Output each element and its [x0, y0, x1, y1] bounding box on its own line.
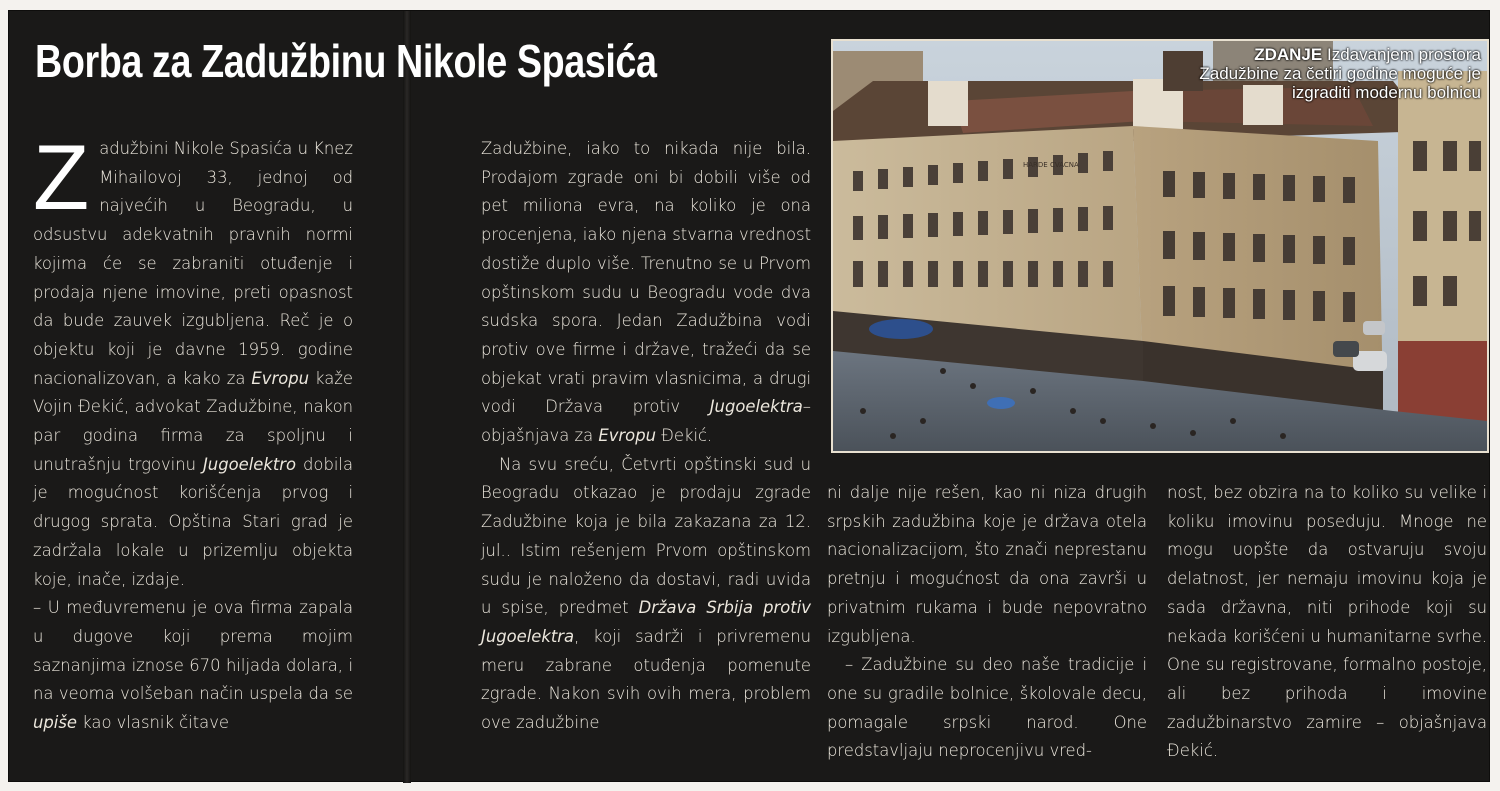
- italic-text: Jugoelektro: [202, 454, 297, 474]
- caption-text: Izdavanjem prostora Zadužbine za četiri godine moguće je izgraditi modernu bolnicu: [1199, 45, 1481, 102]
- newspaper-clipping: [8, 10, 1490, 782]
- paragraph-text: Zadužbine, iako to nikada nije bila. Prodajom zgrade oni bi dobili više od pet miliona evra, na koliko je ona procenjena, iako njena stvarna vrednost dostiže duplo više. Trenutno se u Prvom opštinskom sudu u Beogradu vode dva sudska spora. Jedan Zadužbina vodi protiv ove firme i države, tražeći da se objekat vrati pravim vlasnicima, a drugi vodi Država protiv: [481, 139, 811, 417]
- paragraph-text: Na svu sreću, Četvrti opštinski sud u Beogradu otkazao je prodaju zgrade Zadužbine koja je bila zakazana za 12. jul.. Istim rešenjem Prvom opštinskom sudu je naloženo da dostavi, radi uvida u spise, predmet: [481, 454, 811, 618]
- italic-text: Evropu: [598, 426, 656, 446]
- umbrella: [869, 319, 933, 339]
- italic-text: Država Srbija protiv Jugoelektra: [481, 598, 811, 646]
- paragraph-text: – U međuvremenu je ova firma zapala u dugove koji prema mojim saznanjima iznose 670 hiljada dolara, i na veoma volšeban način uspela da se: [33, 598, 353, 704]
- paragraph-text: kao vlasnik čitave: [76, 713, 229, 733]
- paragraph-text: dobila je mogućnost korišćenja prvog i drugog sprata. Opština Stari grad je zadržala lokale u prizemlju objekta koje, inače, izdaje.: [33, 454, 353, 589]
- car: [1333, 341, 1359, 357]
- caption-label: ZDANJE: [1254, 45, 1323, 64]
- article-headline: Borba za Zadužbinu Nikole Spasića: [35, 35, 657, 87]
- italic-text: Evropu: [251, 368, 310, 388]
- umbrella: [987, 397, 1015, 409]
- drop-cap: Z: [33, 127, 90, 229]
- paragraph-text: ni dalje nije rešen, kao ni niza drugih srpskih zadužbina koje je država otela nacionalizacijom, što znači neprestanu pretnju i mogućnost da ona završi u privatnim rukama i bude nepovratno izgubljena.: [827, 483, 1147, 646]
- article-column-4: [1167, 479, 1487, 766]
- building-sign: HARDE CVACNA: [1023, 161, 1079, 169]
- paragraph-text: , koji sadrži i privremenu meru zabrane otuđenja pomenute zgrade. Nakon svih ovih mera, problem ove zadužbine: [481, 626, 811, 733]
- building-illustration: [833, 41, 1487, 451]
- photo-caption: [1181, 45, 1481, 102]
- italic-text: upiše: [33, 713, 77, 733]
- paragraph-text: kaže Vojin Đekić, advokat Zadužbine, nakon par godina firma za spoljnu i unutrašnju trgovinu: [33, 368, 353, 474]
- paragraph-text: nost, bez obzira na to koliko su velike i koliku imovinu poseduju. Mnoge ne mogu uopšte da ostvaruju svoju delatnost, jer nemaju imovinu koja je sada državna, niti prihode koji su nekada korišćeni u humanitarne svrhe. One su registrovane, formalno postoje, ali bez prihoda i imovine zadužbinarstvo zamire – objašnjava Đekić.: [1167, 483, 1487, 761]
- article-column-2: [481, 135, 811, 738]
- article-column-1: [33, 127, 353, 738]
- paragraph-text: – objašnjava za: [481, 397, 811, 446]
- page-fold: [403, 11, 411, 783]
- italic-text: Jugoelektra: [709, 397, 803, 417]
- article-column-3: [827, 479, 1147, 766]
- paragraph-text: Đekić.: [656, 426, 713, 446]
- building-photo: [831, 39, 1489, 453]
- paragraph-text: – Zadužbine su deo naše tradicije i one su gradile bolnice, školovale decu, pomagale srpski narod. One predstavljaju neprocenjivu vred-: [827, 655, 1147, 761]
- car: [1363, 321, 1385, 335]
- paragraph-text: adužbini Nikole Spasića u Knez Mihailovoj 33, jednoj od najvećih u Beogradu, u odsustvu adekvatnih pravnih normi kojima će se zabraniti otuđenje i prodaja njene imovine, preti opasnost da bude zauvek izgubljena. Reč je o objektu koji je davne 1959. godine nacionalizovan, a kako za: [33, 139, 353, 388]
